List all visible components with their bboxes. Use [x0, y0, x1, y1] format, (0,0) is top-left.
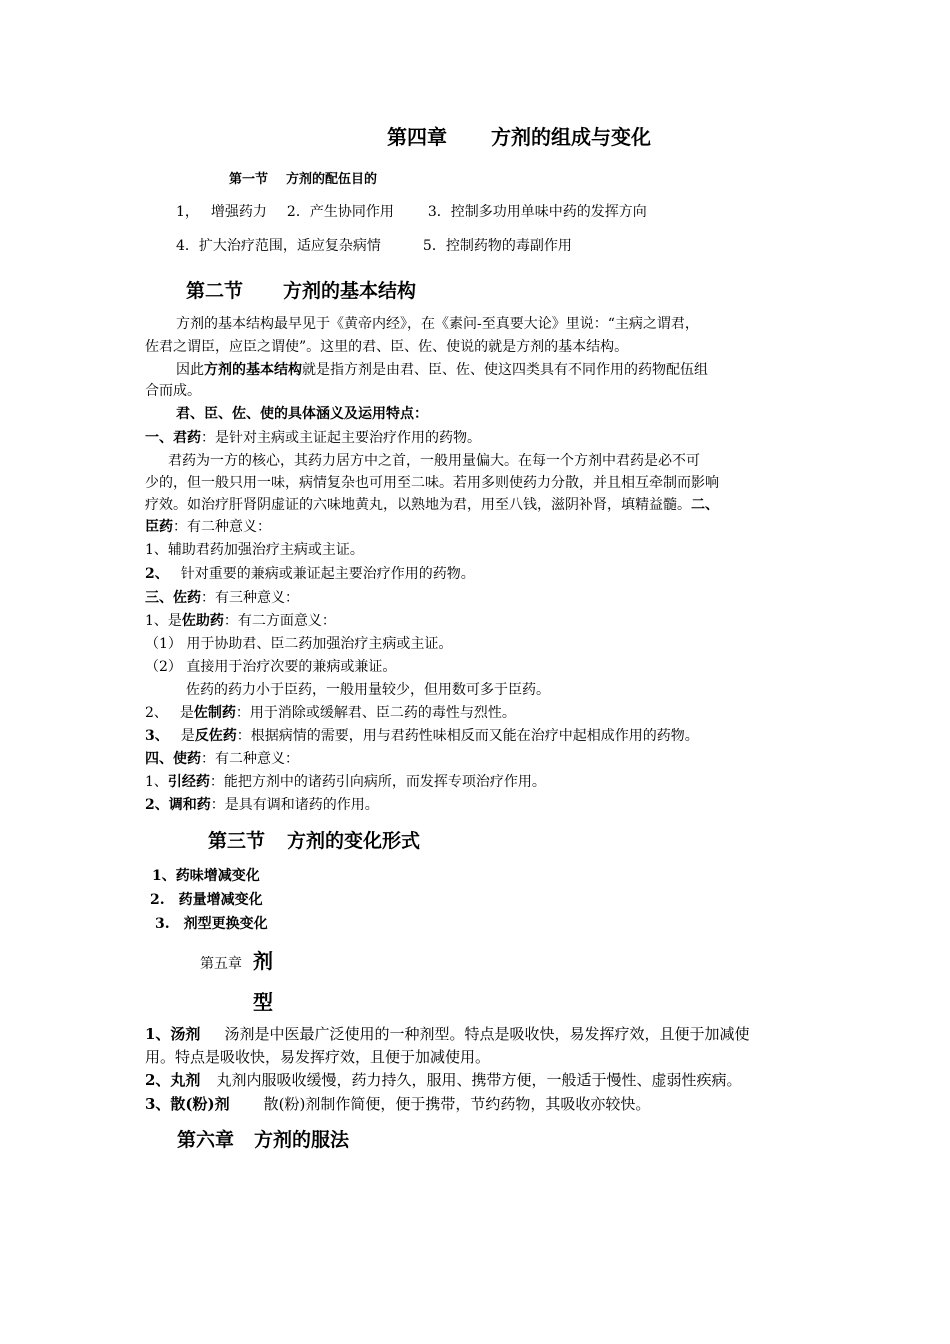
zuo-item1: 1、是佐助药：有二方面意义：	[145, 613, 336, 629]
jun-line: 一、君药：是针对主病或主证起主要治疗作用的药物。	[145, 430, 481, 446]
structure-para2-line2: 合而成。	[145, 383, 201, 399]
section3-title: 第三节 方剂的变化形式	[208, 830, 421, 852]
dosage-pill: 2、丸剂 丸剂内服吸收缓慢，药力持久，服用、携带方便，一般适于慢性、虚弱性疾病。	[145, 1071, 742, 1089]
dosage-decoction-line2: 用。特点是吸收快，易发挥疗效，且便于加减使用。	[145, 1048, 491, 1066]
structure-para1-line2: 佐君之谓臣，应臣之谓使”。这里的君、臣、佐、使说的就是方剂的基本结构。	[145, 339, 629, 355]
section2-title: 第二节 方剂的基本结构	[186, 280, 417, 302]
jun-para-line2: 少的，但一般只用一味，病情复杂也可用至二味。若用多则使药力分散，并且相互牵制而影响	[145, 475, 719, 491]
section1-title: 第一节 方剂的配伍目的	[229, 172, 378, 187]
chen-line: 臣药：有二种意义：	[145, 519, 271, 535]
chen-item2: 2、 针对重要的兼病或兼证起主要治疗作用的药物。	[145, 566, 475, 582]
structure-para1-line1: 方剂的基本结构最早见于《黄帝内经》，在《素问-至真要大论》里说：“主病之谓君，	[176, 316, 699, 332]
section3-item3: 3. 剂型更换变化	[155, 916, 268, 932]
shi-line: 四、使药：有二种意义：	[145, 751, 299, 767]
chapter5-title-char2: 型	[253, 990, 273, 1014]
chapter4-title: 第四章 方剂的组成与变化	[387, 125, 651, 149]
chapter5-label: 第五章	[200, 956, 242, 972]
zuo-line: 三、佐药：有三种意义：	[145, 590, 299, 606]
chapter5-title-char1: 剂	[253, 949, 273, 973]
dosage-decoction: 1、汤剂 汤剂是中医最广泛使用的一种剂型。特点是吸收快，易发挥疗效，且便于加减使	[145, 1025, 750, 1043]
jun-para-line1: 君药为一方的核心，其药力居方中之首，一般用量偏大。在每一个方剂中君药是必不可	[168, 453, 700, 469]
section3-item1: 1、药味增减变化	[152, 868, 260, 884]
zuo-item1-sub1: （1） 用于协助君、臣二药加强治疗主病或主证。	[145, 636, 453, 652]
jun-para-line3: 疗效。如治疗肝肾阴虚证的六味地黄丸，以熟地为君，用至八钱，滋阴补肾，填精益髓。二、	[145, 497, 719, 513]
section3-item2: 2. 药量增减变化	[150, 892, 263, 908]
section1-line1: 1， 增强药力 2．产生协同作用 3．控制多功用单味中药的发挥方向	[176, 204, 647, 220]
section1-line2: 4．扩大治疗范围，适应复杂病情 5．控制药物的毒副作用	[176, 238, 572, 254]
structure-para2-line1: 因此方剂的基本结构就是指方剂是由君、臣、佐、使这四类具有不同作用的药物配伍组	[176, 362, 708, 378]
zuo-note: 佐药的药力小于臣药，一般用量较少，但用数可多于臣药。	[186, 682, 550, 698]
zuo-item3: 3、 是反佐药：根据病情的需要，用与君药性味相反而又能在治疗中起相成作用的药物。	[145, 728, 699, 744]
roles-subtitle: 君、臣、佐、使的具体涵义及运用特点：	[176, 406, 428, 422]
zuo-item2: 2、 是佐制药：用于消除或缓解君、臣二药的毒性与烈性。	[145, 705, 516, 721]
zuo-item1-sub2: （2） 直接用于治疗次要的兼病或兼证。	[145, 659, 397, 675]
shi-item1: 1、引经药：能把方剂中的诸药引向病所，而发挥专项治疗作用。	[145, 774, 546, 790]
chen-item1: 1、辅助君药加强治疗主病或主证。	[145, 542, 364, 558]
shi-item2: 2、调和药：是具有调和诸药的作用。	[145, 797, 379, 813]
dosage-powder: 3、散(粉)剂 散(粉)剂制作简便，便于携带，节约药物，其吸收亦较快。	[145, 1095, 651, 1113]
chapter6-title: 第六章 方剂的服法	[177, 1129, 350, 1151]
